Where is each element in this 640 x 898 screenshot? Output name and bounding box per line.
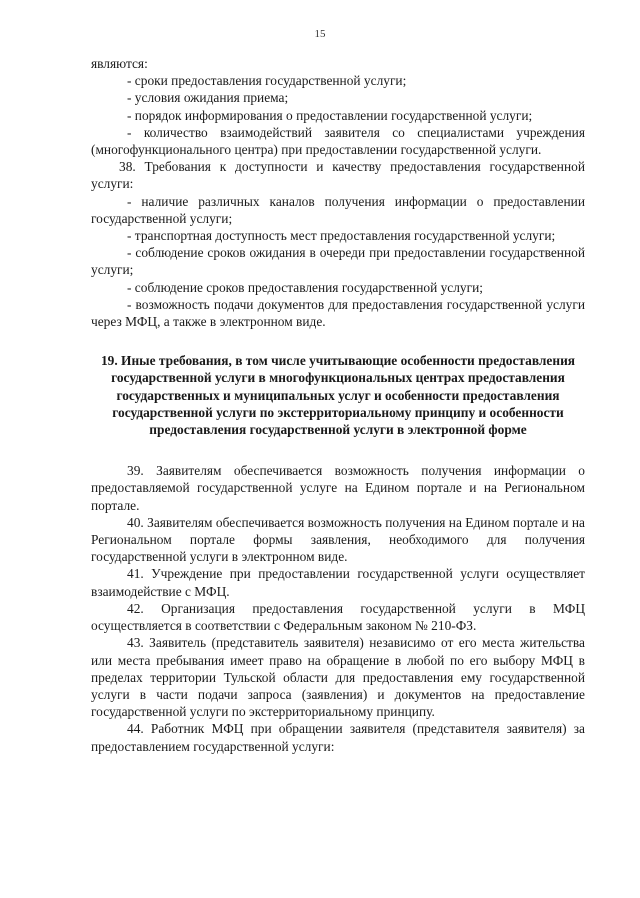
list-item: - транспортная доступность мест предоставления государственной услуги; xyxy=(127,228,556,244)
document-body xyxy=(91,55,585,755)
list-item: - соблюдение сроков предоставления государственной услуги; xyxy=(127,279,483,295)
paragraph-42: 42. Организация предоставления государственной услуги в МФЦ осуществляется в соответствии с Федеральным законом № 210-ФЗ. xyxy=(91,600,585,634)
list-item: - сроки предоставления государственной услуги; xyxy=(127,73,407,89)
paragraph-38: 38. Требования к доступности и качеству предоставления государственной услуги: xyxy=(91,159,585,192)
list-item: - возможность подачи документов для предоставления государственной услуги через МФЦ, а также в электронном виде. xyxy=(91,296,585,330)
paragraph-40: 40. Заявителям обеспечивается возможность получения на Едином портале и на Региональном портале формы заявления, необходимого для получения государственной услуги в электронном виде. xyxy=(91,514,585,565)
paragraph-44: 44. Работник МФЦ при обращении заявителя (представителя заявителя) за предоставлением государственной услуги: xyxy=(91,721,585,754)
page-number: 15 xyxy=(314,28,326,40)
section-heading-19: 19. Иные требования, в том числе учитывающие особенности предоставления государственной услуги в многофункциональных центрах предоставления государственных и муниципальных услуг и особенности предоставления государственной услуги по экстерриториальному принципу и особенности предоставления государственной услуги в электронной форме xyxy=(100,353,576,438)
paragraph-41: 41. Учреждение при предоставлении государственной услуги осуществляет взаимодействие с МФЦ. xyxy=(91,566,585,599)
paragraph-intro: являются: xyxy=(91,56,148,71)
paragraph-43: 43. Заявитель (представитель заявителя) независимо от его места жительства или места пребывания имеет право на обращение в любой по его выбору МФЦ в пределах территории Тульской области для предоставления ему государственной услуги в части подачи запроса (заявления) и документов на предоставление государственной услуги по экстерриториальному принципу. xyxy=(91,635,585,720)
list-item: - количество взаимодействий заявителя со специалистами учреждения (многофункционального центра) при предоставлении государственной услуги. xyxy=(91,124,585,158)
list-item: - порядок информирования о предоставлении государственной услуги; xyxy=(127,107,533,123)
list-item: - соблюдение сроков ожидания в очереди при предоставлении государственной услуги; xyxy=(91,245,585,278)
paragraph-39: 39. Заявителям обеспечивается возможность получения информации о предоставляемой государственной услуге на Едином портале и на Региональном портале. xyxy=(91,463,585,513)
list-item: - наличие различных каналов получения информации о предоставлении государственной услуги; xyxy=(91,193,585,226)
list-item: - условия ожидания приема; xyxy=(127,90,289,106)
